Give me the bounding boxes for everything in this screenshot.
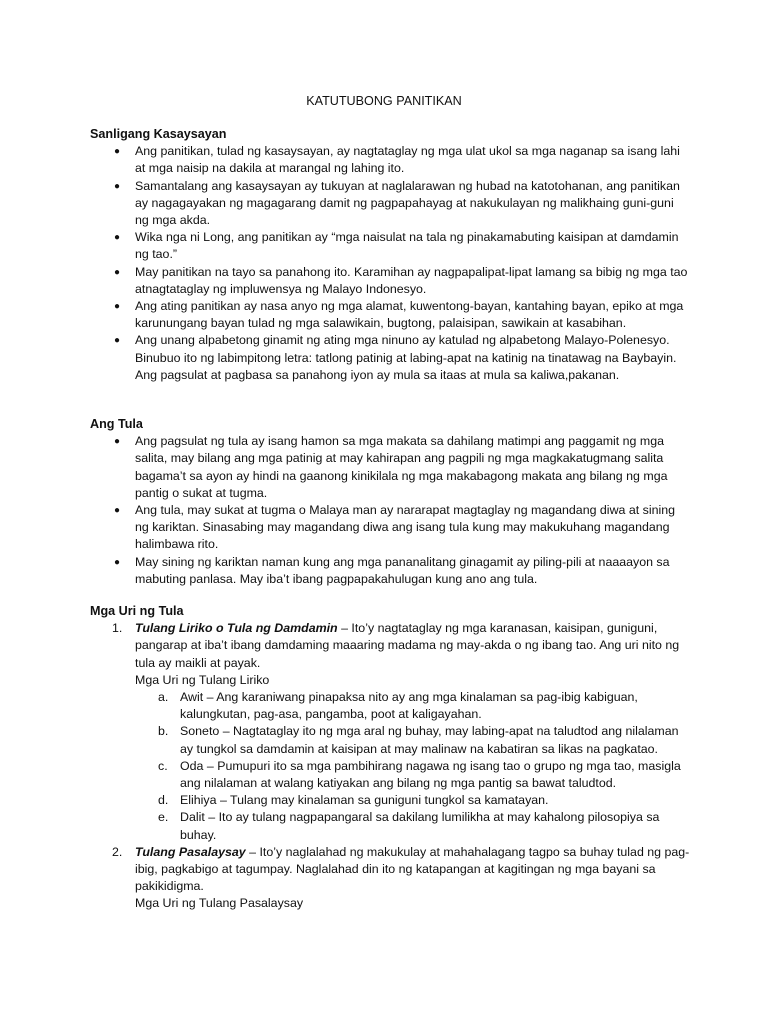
- list-item: ● Ang ating panitikan ay nasa anyo ng mga alamat, kuwentong-bayan, kantahing bayan, epiko at mga karunungang bayan tulad ng mga salawikain, bugtong, palaisipan, sawikain at kasabihan.: [114, 299, 684, 331]
- list-item: d. Elihiya – Tulang may kinalaman sa guniguni tungkol sa kamatayan.: [158, 793, 549, 808]
- list-item: ● Ang panitikan, tulad ng kasaysayan, ay nagtataglay ng mga ulat ukol sa mga naganap sa isang lahi at mga naisip na dakila at marangal ng lahing ito.: [114, 144, 680, 176]
- term-label: Tulang Pasalaysay: [135, 844, 246, 859]
- subheading: Mga Uri ng Tulang Pasalaysay: [135, 896, 304, 911]
- list-item: ● Wika nga ni Long, ang panitikan ay “mga naisulat na tala ng pinakamabuting kaisipan at damdamin ng tao.”: [114, 230, 679, 262]
- bullet-icon: ●: [114, 436, 121, 448]
- bullet-icon: ●: [114, 180, 121, 192]
- list-item: e. Dalit – Ito ay tulang nagpapangaral sa dakilang lumilikha at may kahalong pilosopiya sa buhay.: [158, 810, 660, 842]
- list-item: 2. Tulang Pasalaysay – Ito’y naglalahad ng makukulay at mahahalagang tagpo sa buhay tulad ng pag-ibig, pagkabigo at tagumpay. Naglalahad din ito ng katapangan at kagitingan ng mga bayani sa pakikidigma. Mga Uri ng Tulang Pasalaysay: [90, 844, 690, 913]
- list-item: ● May sining ng kariktan naman kung ang mga pananalitang ginagamit ay piling-pili at naaaayon sa mabuting panlasa. May iba’t ibang pagpapakahulugan kung ano ang tula.: [114, 554, 670, 586]
- bullet-icon: ●: [114, 505, 121, 517]
- section-sanligang-kasaysayan: [90, 126, 690, 384]
- bullet-icon: ●: [114, 146, 121, 158]
- lettered-list: [135, 689, 690, 844]
- section-heading: Mga Uri ng Tula: [90, 604, 184, 618]
- section-mga-uri-ng-tula: [90, 603, 690, 913]
- list-item: ● Ang unang alpabetong ginamit ng ating mga ninuno ay katulad ng alpabetong Malayo-Polenesyo. Binubuo ito ng labimpitong letra: tatlong patinig at labing-apat na katinig na tinatawag na Baybayin. Ang pagsulat at pagbasa sa panahong iyon ay mula sa itaas at mula sa kaliwa,pakanan.: [114, 333, 677, 382]
- document-title: KATUTUBONG PANITIKAN: [306, 94, 462, 108]
- bullet-icon: ●: [114, 232, 121, 244]
- bullet-icon: ●: [114, 556, 121, 568]
- bullet-icon: ●: [114, 301, 121, 313]
- term-label: Tulang Liriko o Tula ng Damdamin: [135, 621, 338, 636]
- list-item: ● May panitikan na tayo sa panahong ito. Karamihan ay nagpapalipat-lipat lamang sa bibig ng mga tao atnagtataglay ng impluwensya ng Malayo Indonesyo.: [114, 264, 688, 296]
- section-heading: Ang Tula: [90, 417, 143, 431]
- numbered-list: [90, 620, 690, 912]
- bullet-icon: ●: [114, 335, 121, 347]
- section-ang-tula: [90, 416, 690, 588]
- list-item: ● Ang tula, may sukat at tugma o Malaya man ay nararapat magtaglay ng magandang diwa at sining ng kariktan. Sinasabing may magandang diwa ang isang tula kung may makukuhang magandang halimbawa rito.: [114, 503, 675, 552]
- bullet-list: [90, 143, 690, 384]
- list-item: b. Soneto – Nagtataglay ito ng mga aral ng buhay, may labing-apat na taludtod ang nilalaman ay tungkol sa damdamin at kaisipan at may malinaw na kabatiran sa likas na pagkatao.: [158, 724, 679, 756]
- list-item: ● Samantalang ang kasaysayan ay tukuyan at naglalarawan ng hubad na katotohanan, ang panitikan ay nagagayakan ng magagarang damit ng pagpapahayag at nakukulayan ng malikhaing guni-guni ng mga akda.: [114, 178, 680, 228]
- subheading: Mga Uri ng Tulang Liriko: [135, 672, 270, 687]
- list-item: c. Oda – Pumupuri ito sa mga pambihirang nagawa ng isang tao o grupo ng mga tao, masigla ang nilalaman at walang katiyakan ang bilang ng mga pantig sa bawat taludtod.: [158, 758, 681, 791]
- bullet-icon: ●: [114, 266, 121, 278]
- list-item: ● Ang pagsulat ng tula ay isang hamon sa mga makata sa dahilang matimpi ang paggamit ng mga salita, may bilang ang mga patinig at may kahirapan ang pagpili ng mga magkakatugmang salita bagama’t sa ayon ay hindi na gaanong kinikilala ng mga makabagong makata ang bilang ng mga pantig o sukat at tugma.: [114, 434, 668, 500]
- list-item: a. Awit – Ang karaniwang pinapaksa nito ay ang mga kinalaman sa pag-ibig kabiguan, kalungkutan, pag-asa, pangamba, poot at kaligayahan.: [158, 690, 638, 722]
- bullet-list: [90, 433, 690, 588]
- list-item: 1. Tulang Liriko o Tula ng Damdamin – Ito’y nagtataglay ng mga karanasan, kaisipan, guniguni, pangarap at iba’t ibang damdaming maaaring madama ng may-akda o ng ibang tao. Ang uri nito ng tula ay maikli at payak. Mga Uri ng Tulang Liriko a. Awit – Ang karaniwang pinapaksa nito ay ang mga kinalaman sa pag-ibig kabiguan, kalungkutan, pag-asa, pangamba, poot at kaligayahan. b. Soneto – Nagtataglay ito ng mga aral ng buhay, may labing-apat na taludtod ang nilalaman ay tungkol sa damdamin at kaisipan at may malinaw na kabatiran sa likas na pagkatao. c. Oda – Pumupuri ito sa mga pambihirang nagawa ng isang tao o grupo ng mga tao, masigla ang nilalaman at walang katiyakan ang bilang ng mga pantig sa bawat taludtod. d. Elihiya – Tulang may kinalaman sa guniguni tungkol sa kamatayan. e. Dalit – Ito ay tulang nagpapangaral sa dakilang lumilikha at may kahalong pilosopiya sa buhay.: [90, 620, 690, 844]
- section-heading: Sanligang Kasaysayan: [90, 127, 227, 141]
